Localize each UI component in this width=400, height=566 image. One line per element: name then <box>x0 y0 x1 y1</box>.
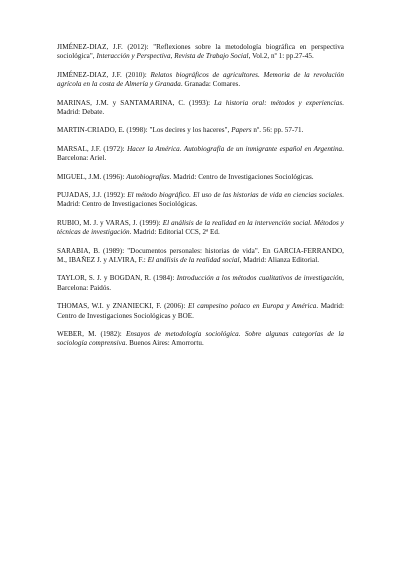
reference-text: MARINAS, J.M. y SANTAMARINA, C. (1993): <box>57 98 215 107</box>
reference-text: . Barcelona: Ariel. <box>57 144 344 163</box>
reference-text: . Madrid: Centro de Investigaciones Sociológicas y BOE. <box>57 302 344 320</box>
reference-text: RUBIO, M. J. y VARAS, J. (1999): <box>57 218 163 227</box>
reference-title: Relatos biográficos de agricultores. Memoria de la revolución agrícola en la costa de Almería y Granada <box>57 70 345 89</box>
reference-title: Papers <box>231 126 252 135</box>
reference-title: El análisis de la realidad en la intervención social. Métodos y técnicas de investigación <box>57 218 345 237</box>
reference-text: PUJADAS, J.J. (1992): <box>57 191 128 200</box>
reference-title: El método biográfico. El uso de las historias de vida en ciencias sociales <box>127 191 343 200</box>
reference-text: MARSAL, J.F. (1972): <box>57 144 128 153</box>
reference-text: , Madrid: Alianza Editorial. <box>239 255 320 264</box>
reference-text: . Madrid: Debate. <box>57 98 344 116</box>
reference-entry <box>57 330 344 349</box>
reference-title: Hacer la América. Autobiografía de un inmigrante español en Argentina <box>127 144 343 153</box>
reference-entry <box>57 219 344 238</box>
reference-entry <box>57 99 344 118</box>
reference-entry <box>57 145 344 164</box>
reference-text: MIGUEL, J.M. (1996): <box>57 172 127 181</box>
reference-entry <box>57 173 344 182</box>
reference-entry <box>57 302 344 321</box>
reference-title: Ensayos de metodología sociológica. Sobre algunas categorías de la sociología comprensiva <box>57 330 344 348</box>
reference-entry <box>57 71 344 90</box>
reference-title: El campesino polaco en Europa y América <box>188 302 317 311</box>
reference-entry <box>57 126 344 135</box>
reference-text: . Madrid: Editorial CCS, 2ª Ed. <box>129 228 220 237</box>
reference-title: La historia oral: métodos y experiencias <box>214 98 343 107</box>
reference-text: TAYLOR, S. J. y BOGDAN, R. (1984): <box>57 274 177 283</box>
reference-text: . Buenos Aires: Amorrortu. <box>125 339 204 348</box>
reference-text: , Barcelona: Paidós. <box>57 274 344 292</box>
reference-text: . Madrid: Centro de Investigaciones Sociológicas. <box>57 191 344 209</box>
reference-text: . Granada: Comares. <box>180 80 241 89</box>
reference-text: JIMÉNEZ-DIAZ, J.F. (2012): "Reflexiones sobre la metodología biográfica en perspectiva sociológica", <box>57 43 344 61</box>
reference-text: MARTIN-CRIADO, E. (1998): "Los decires y los haceres", <box>57 126 232 135</box>
reference-text: SARABIA, B. (1989): "Documentos personales: historias de vida". En GARCIA-FERRANDO, M., IBAÑEZ J. y ALVIRA, F.: <box>57 246 344 264</box>
reference-text: , Vol.2, nº 1: pp.27-45. <box>248 52 314 61</box>
reference-text: . Madrid: Centro de Investigaciones Sociológicas. <box>169 172 314 181</box>
reference-text: nº. 56: pp. 57-71. <box>251 126 304 135</box>
reference-entry <box>57 274 344 293</box>
reference-entry <box>57 247 344 266</box>
reference-list <box>57 43 344 358</box>
reference-text: JIMÉNEZ-DIAZ, J.F. (2010): <box>57 70 151 79</box>
reference-title: Introducción a los métodos cualitativos de investigación <box>176 274 343 283</box>
reference-title: Autobiografías <box>126 172 170 181</box>
reference-title: El análisis de la realidad social <box>147 255 240 264</box>
reference-text: WEBER, M. (1982): <box>57 330 127 338</box>
reference-entry <box>57 43 344 62</box>
reference-title: Interacción y Perspectiva, Revista de Trabajo Social <box>96 52 249 61</box>
reference-text: THOMAS, W.I. y ZNANIECKI, F. (2006): <box>57 302 189 311</box>
reference-entry <box>57 191 344 210</box>
